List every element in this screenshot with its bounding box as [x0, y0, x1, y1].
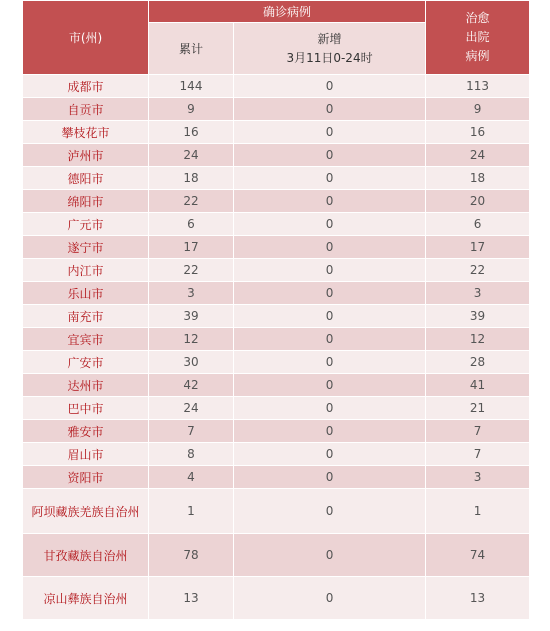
table-row [23, 443, 530, 466]
table-row [23, 167, 530, 190]
cell-recovered: 41 [426, 374, 530, 397]
cell-city: 广安市 [23, 351, 149, 374]
cell-total: 24 [149, 144, 234, 167]
cell-recovered: 21 [426, 397, 530, 420]
cell-new: 0 [234, 351, 426, 374]
table-row [23, 374, 530, 397]
cell-new: 0 [234, 534, 426, 577]
cell-city: 达州市 [23, 374, 149, 397]
cell-recovered: 28 [426, 351, 530, 374]
header-recovered-line-1: 治愈 [465, 11, 490, 25]
cell-total: 7 [149, 420, 234, 443]
cell-total: 3 [149, 282, 234, 305]
cell-new: 0 [234, 577, 426, 620]
cell-recovered: 7 [426, 443, 530, 466]
cell-total: 13 [149, 577, 234, 620]
cell-recovered: 74 [426, 534, 530, 577]
table-row [23, 466, 530, 489]
cell-total: 78 [149, 534, 234, 577]
cell-recovered: 7 [426, 420, 530, 443]
cell-total: 24 [149, 397, 234, 420]
cell-recovered: 113 [426, 75, 530, 98]
cell-total: 18 [149, 167, 234, 190]
cell-city: 自贡市 [23, 98, 149, 121]
cell-total: 9 [149, 98, 234, 121]
cell-recovered: 20 [426, 190, 530, 213]
cell-city: 乐山市 [23, 282, 149, 305]
cell-recovered: 12 [426, 328, 530, 351]
cell-recovered: 18 [426, 167, 530, 190]
header-recovered-line-3: 病例 [465, 49, 490, 63]
cell-city: 凉山彝族自治州 [23, 577, 149, 620]
table-row [23, 420, 530, 443]
cell-recovered: 16 [426, 121, 530, 144]
cell-recovered: 13 [426, 577, 530, 620]
table-row [23, 236, 530, 259]
cell-total: 12 [149, 328, 234, 351]
table-row [23, 259, 530, 282]
header-recovered-line-2: 出院 [465, 30, 490, 44]
cell-new: 0 [234, 167, 426, 190]
cell-new: 0 [234, 305, 426, 328]
header-confirmed-group: 确诊病例 [149, 1, 426, 23]
cell-new: 0 [234, 144, 426, 167]
cell-new: 0 [234, 190, 426, 213]
cell-city: 甘孜藏族自治州 [23, 534, 149, 577]
cell-city: 成都市 [23, 75, 149, 98]
header-new-period: 3月11日0-24时 [286, 50, 373, 65]
cell-recovered: 24 [426, 144, 530, 167]
cell-total: 8 [149, 443, 234, 466]
cell-city: 眉山市 [23, 443, 149, 466]
cell-new: 0 [234, 236, 426, 259]
cell-total: 22 [149, 259, 234, 282]
table-row [23, 351, 530, 374]
cell-city: 内江市 [23, 259, 149, 282]
table-row [23, 75, 530, 98]
cell-recovered: 39 [426, 305, 530, 328]
cell-city: 广元市 [23, 213, 149, 236]
cell-city: 资阳市 [23, 466, 149, 489]
cell-recovered: 3 [426, 282, 530, 305]
table-row [23, 577, 530, 620]
header-region: 市(州) [23, 1, 149, 75]
cell-recovered: 17 [426, 236, 530, 259]
cell-city: 遂宁市 [23, 236, 149, 259]
cell-new: 0 [234, 328, 426, 351]
cell-city: 阿坝藏族羌族自治州 [23, 489, 149, 534]
cell-new: 0 [234, 98, 426, 121]
cell-total: 42 [149, 374, 234, 397]
cell-total: 39 [149, 305, 234, 328]
cell-new: 0 [234, 397, 426, 420]
cell-recovered: 9 [426, 98, 530, 121]
table-row [23, 328, 530, 351]
cell-city: 雅安市 [23, 420, 149, 443]
cell-city: 南充市 [23, 305, 149, 328]
table-row [23, 213, 530, 236]
cell-new: 0 [234, 213, 426, 236]
header-cumulative: 累计 [149, 23, 234, 75]
header-new [234, 23, 426, 75]
cell-recovered: 3 [426, 466, 530, 489]
cell-city: 泸州市 [23, 144, 149, 167]
cell-total: 22 [149, 190, 234, 213]
cell-total: 144 [149, 75, 234, 98]
covid-stats-table [22, 0, 530, 620]
table-body [23, 75, 530, 620]
table-row [23, 397, 530, 420]
table-row [23, 98, 530, 121]
cell-new: 0 [234, 374, 426, 397]
cell-recovered: 22 [426, 259, 530, 282]
cell-city: 攀枝花市 [23, 121, 149, 144]
cell-recovered: 6 [426, 213, 530, 236]
cell-new: 0 [234, 121, 426, 144]
cell-total: 16 [149, 121, 234, 144]
cell-total: 17 [149, 236, 234, 259]
table-row [23, 305, 530, 328]
cell-new: 0 [234, 282, 426, 305]
cell-recovered: 1 [426, 489, 530, 534]
table-row [23, 282, 530, 305]
cell-new: 0 [234, 489, 426, 534]
cell-city: 绵阳市 [23, 190, 149, 213]
cell-total: 30 [149, 351, 234, 374]
cell-new: 0 [234, 420, 426, 443]
cell-city: 宜宾市 [23, 328, 149, 351]
cell-new: 0 [234, 466, 426, 489]
table-row [23, 489, 530, 534]
table-row [23, 534, 530, 577]
header-new-label: 新增 [317, 31, 342, 46]
cell-new: 0 [234, 443, 426, 466]
cell-total: 6 [149, 213, 234, 236]
cell-total: 4 [149, 466, 234, 489]
cell-city: 德阳市 [23, 167, 149, 190]
header-recovered [426, 1, 530, 75]
table-row [23, 144, 530, 167]
table-row [23, 121, 530, 144]
table-row [23, 190, 530, 213]
cell-total: 1 [149, 489, 234, 534]
cell-new: 0 [234, 259, 426, 282]
cell-new: 0 [234, 75, 426, 98]
cell-city: 巴中市 [23, 397, 149, 420]
